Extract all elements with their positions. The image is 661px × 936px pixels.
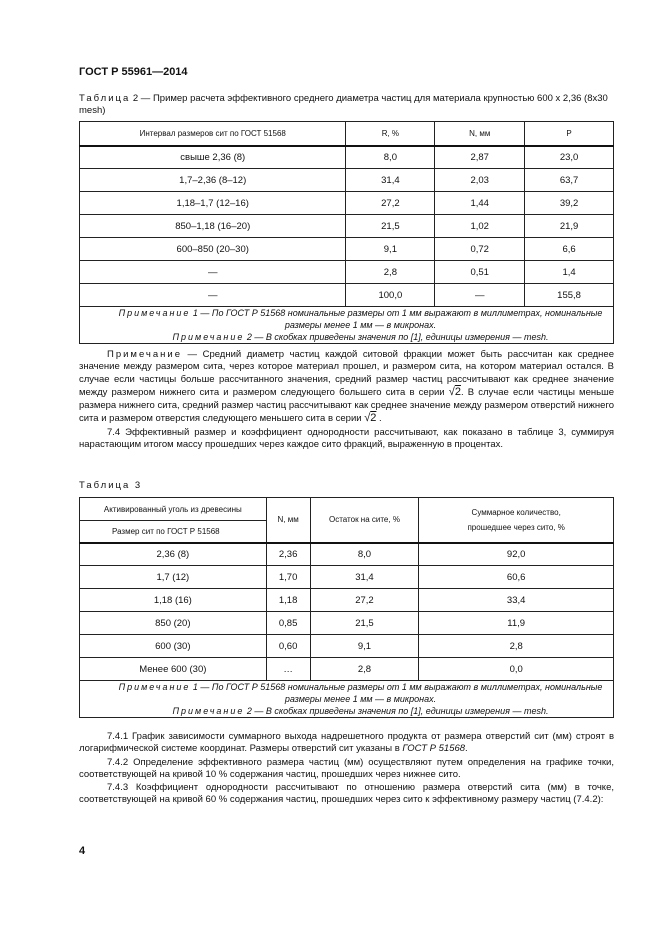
table3-cell: 600 (30) — [80, 635, 267, 658]
table3-cell: 850 (20) — [80, 612, 267, 635]
table2-header-n: N, мм — [435, 122, 525, 146]
table3-cell: 2,8 — [419, 635, 614, 658]
page-number: 4 — [79, 845, 86, 857]
table2-cell: — — [80, 284, 346, 307]
note-paragraph — [79, 349, 614, 425]
paragraph-7-4 — [79, 427, 614, 452]
table-row — [80, 169, 614, 192]
table3-cell: 27,2 — [310, 589, 419, 612]
table2-cell: 21,5 — [346, 215, 435, 238]
note-paragraph-text-3: . — [376, 413, 382, 425]
table-row — [80, 261, 614, 284]
table2-notes — [80, 307, 614, 344]
table3-cell: 0,0 — [419, 658, 614, 681]
document-header: ГОСТ Р 55961—2014 — [79, 66, 188, 78]
table3-note-2-label: Примечание — [172, 706, 245, 716]
table2-cell: 1,7–2,36 (8–12) — [80, 169, 346, 192]
table2-cell: 1,02 — [435, 215, 525, 238]
table2-cell: 1,4 — [525, 261, 614, 284]
sqrt-value: 2 — [370, 412, 377, 425]
table3-cell: 0,60 — [266, 635, 310, 658]
table3-note-1-label: Примечание — [118, 682, 191, 692]
paragraph-7-4-text: 7.4 Эффективный размер и коэффициент однородности рассчитывают, как показано в таблице 3, суммируя нарастающим итогом массу прошедших через каждое сито фракций, выраженную в процентах. — [79, 427, 614, 451]
sqrt-two-symbol — [449, 386, 461, 398]
table-row — [80, 146, 614, 169]
table-row — [80, 612, 614, 635]
table2-notes-row — [80, 307, 614, 344]
sqrt-sign: √ — [364, 412, 371, 425]
paragraph-7-4-1-end: . — [465, 743, 468, 755]
table2-cell: 23,0 — [525, 146, 614, 169]
table2-caption-label: Таблица — [79, 93, 131, 104]
table-row — [80, 192, 614, 215]
table3-cell: … — [266, 658, 310, 681]
table2-cell: — — [80, 261, 346, 284]
table3-cell: 33,4 — [419, 589, 614, 612]
table2-note-1-label: Примечание — [118, 308, 191, 318]
table2-cell: 8,0 — [346, 146, 435, 169]
table3-notes — [80, 681, 614, 718]
paragraph-7-4-2-text: 7.4.2 Определение эффективного размера частиц (мм) осуществляют путем определения на графике точки, соответствующей на кривой 10 % содержания частиц, прошедших через нижнее сито. — [79, 757, 614, 781]
paragraph-7-4-3-text: 7.4.3 Коэффициент однородности рассчитывают по отношению размера отверстий сита (мм) в точке, соответствующей на кривой 60 % содержания частиц, прошедших через сито к эффективному размеру частиц (7.4.2): — [79, 782, 614, 806]
table2-cell: свыше 2,36 (8) — [80, 146, 346, 169]
table2-cell: 0,72 — [435, 238, 525, 261]
table2-header-interval: Интервал размеров сит по ГОСТ 51568 — [80, 122, 346, 146]
table2-note-1-text: 1 — По ГОСТ Р 51568 номинальные размеры от 1 мм выражают в миллиметрах, номинальные размеры менее 1 мм — в микронах. — [190, 308, 603, 330]
table3-cell: 9,1 — [310, 635, 419, 658]
table3-cell: 1,70 — [266, 566, 310, 589]
table2-note-2-text: 2 — В скобках приведены значения по [1], единицы измерения — mesh. — [244, 332, 549, 342]
table3-header-cumulative-line1: Суммарное количество, — [471, 507, 561, 517]
table3-cell: 8,0 — [310, 543, 419, 566]
table2-note-2 — [80, 331, 613, 343]
table2-cell: 9,1 — [346, 238, 435, 261]
table-row — [80, 589, 614, 612]
table3-notes-row — [80, 681, 614, 718]
table-row — [80, 566, 614, 589]
table2-note-1 — [80, 307, 613, 331]
table2-cell: 0,51 — [435, 261, 525, 284]
paragraph-7-4-1-text: 7.4.1 График зависимости суммарного выхода надрешетного продукта от размера отверстий сит (мм) строят в логарифмической системе координат. Размеры отверстий сит указаны в — [79, 731, 614, 755]
table3-cell: 1,18 — [266, 589, 310, 612]
table2-header-r: R, % — [346, 122, 435, 146]
table2 — [79, 121, 614, 344]
table3-header-material: Активированный уголь из древесины — [80, 498, 267, 521]
gost-reference: ГОСТ Р 51568 — [402, 743, 466, 755]
table-row — [80, 658, 614, 681]
note-paragraph-text-1: — Средний диаметр частиц каждой ситовой фракции может быть рассчитан как среднее значение между размером сита, через которое материал прошел, и размером сита, на котором материал остался. В случае если частицы больше рассчитанного значения, средний размер частиц рассчитывают как среднее значение между размером нижнего сита и размером следующего большего сита в серии — [79, 349, 614, 399]
table2-cell: 2,8 — [346, 261, 435, 284]
sqrt-value: 2 — [454, 386, 461, 399]
table3-cell: 0,85 — [266, 612, 310, 635]
table-row — [80, 238, 614, 261]
note-paragraph-label: Примечание — [107, 349, 182, 360]
table3-header-residue: Остаток на сите, % — [310, 498, 419, 543]
table2-cell: 850–1,18 (16–20) — [80, 215, 346, 238]
table2-header-p: P — [525, 122, 614, 146]
table3-header-n: N, мм — [266, 498, 310, 543]
table3 — [79, 497, 614, 718]
table2-cell: — — [435, 284, 525, 307]
table3-cell: Менее 600 (30) — [80, 658, 267, 681]
table2-cell: 2,03 — [435, 169, 525, 192]
table3-header-cumulative — [419, 498, 614, 543]
table3-cell: 2,36 (8) — [80, 543, 267, 566]
table3-cell: 21,5 — [310, 612, 419, 635]
table2-caption — [79, 93, 614, 117]
table-row — [80, 635, 614, 658]
sqrt-sign: √ — [448, 386, 455, 399]
table2-cell: 63,7 — [525, 169, 614, 192]
table3-cell: 31,4 — [310, 566, 419, 589]
table2-cell: 27,2 — [346, 192, 435, 215]
table2-cell: 6,6 — [525, 238, 614, 261]
paragraph-7-4-1 — [79, 731, 614, 756]
table2-caption-text: 2 — Пример расчета эффективного среднего диаметра частиц для материала крупностью 600 x 2,36 (8x30 mesh) — [79, 93, 608, 116]
table3-cell: 1,18 (16) — [80, 589, 267, 612]
table2-cell: 1,18–1,7 (12–16) — [80, 192, 346, 215]
table3-cell: 92,0 — [419, 543, 614, 566]
table3-cell: 11,9 — [419, 612, 614, 635]
table3-caption-text: Таблица 3 — [79, 480, 143, 491]
table3-cell: 1,7 (12) — [80, 566, 267, 589]
table-row — [80, 543, 614, 566]
table3-caption — [79, 480, 614, 492]
table3-note-2-text: 2 — В скобках приведены значения по [1], единицы измерения — mesh. — [244, 706, 549, 716]
table2-cell: 1,44 — [435, 192, 525, 215]
table2-cell: 21,9 — [525, 215, 614, 238]
table2-cell: 31,4 — [346, 169, 435, 192]
table-row — [80, 284, 614, 307]
table3-cell: 2,8 — [310, 658, 419, 681]
table2-note-2-label: Примечание — [172, 332, 245, 342]
table2-cell: 600–850 (20–30) — [80, 238, 346, 261]
table3-note-2 — [80, 705, 613, 717]
table2-cell: 2,87 — [435, 146, 525, 169]
table2-cell: 39,2 — [525, 192, 614, 215]
paragraph-7-4-3 — [79, 782, 614, 807]
table2-cell: 100,0 — [346, 284, 435, 307]
sqrt-two-symbol — [364, 412, 376, 424]
table3-cell: 2,36 — [266, 543, 310, 566]
table3-header-cumulative-line2: прошедшее через сито, % — [467, 522, 565, 532]
table-row — [80, 215, 614, 238]
table3-cell: 60,6 — [419, 566, 614, 589]
note-paragraph-text-2: . В случае если частицы меньше размера нижнего сита, средний размер частиц рассчитывают как среднее значение между размером отверстий нижнего сита и размером отверстия следующего меньшего сита в серии — [79, 387, 614, 425]
paragraph-7-4-2 — [79, 757, 614, 782]
table2-cell: 155,8 — [525, 284, 614, 307]
table3-header-sieve-size: Размер сит по ГОСТ Р 51568 — [80, 521, 267, 543]
table3-note-1-text: 1 — По ГОСТ Р 51568 номинальные размеры от 1 мм выражают в миллиметрах, номинальные размеры менее 1 мм — в микронах. — [190, 682, 603, 704]
table3-note-1 — [80, 681, 613, 705]
